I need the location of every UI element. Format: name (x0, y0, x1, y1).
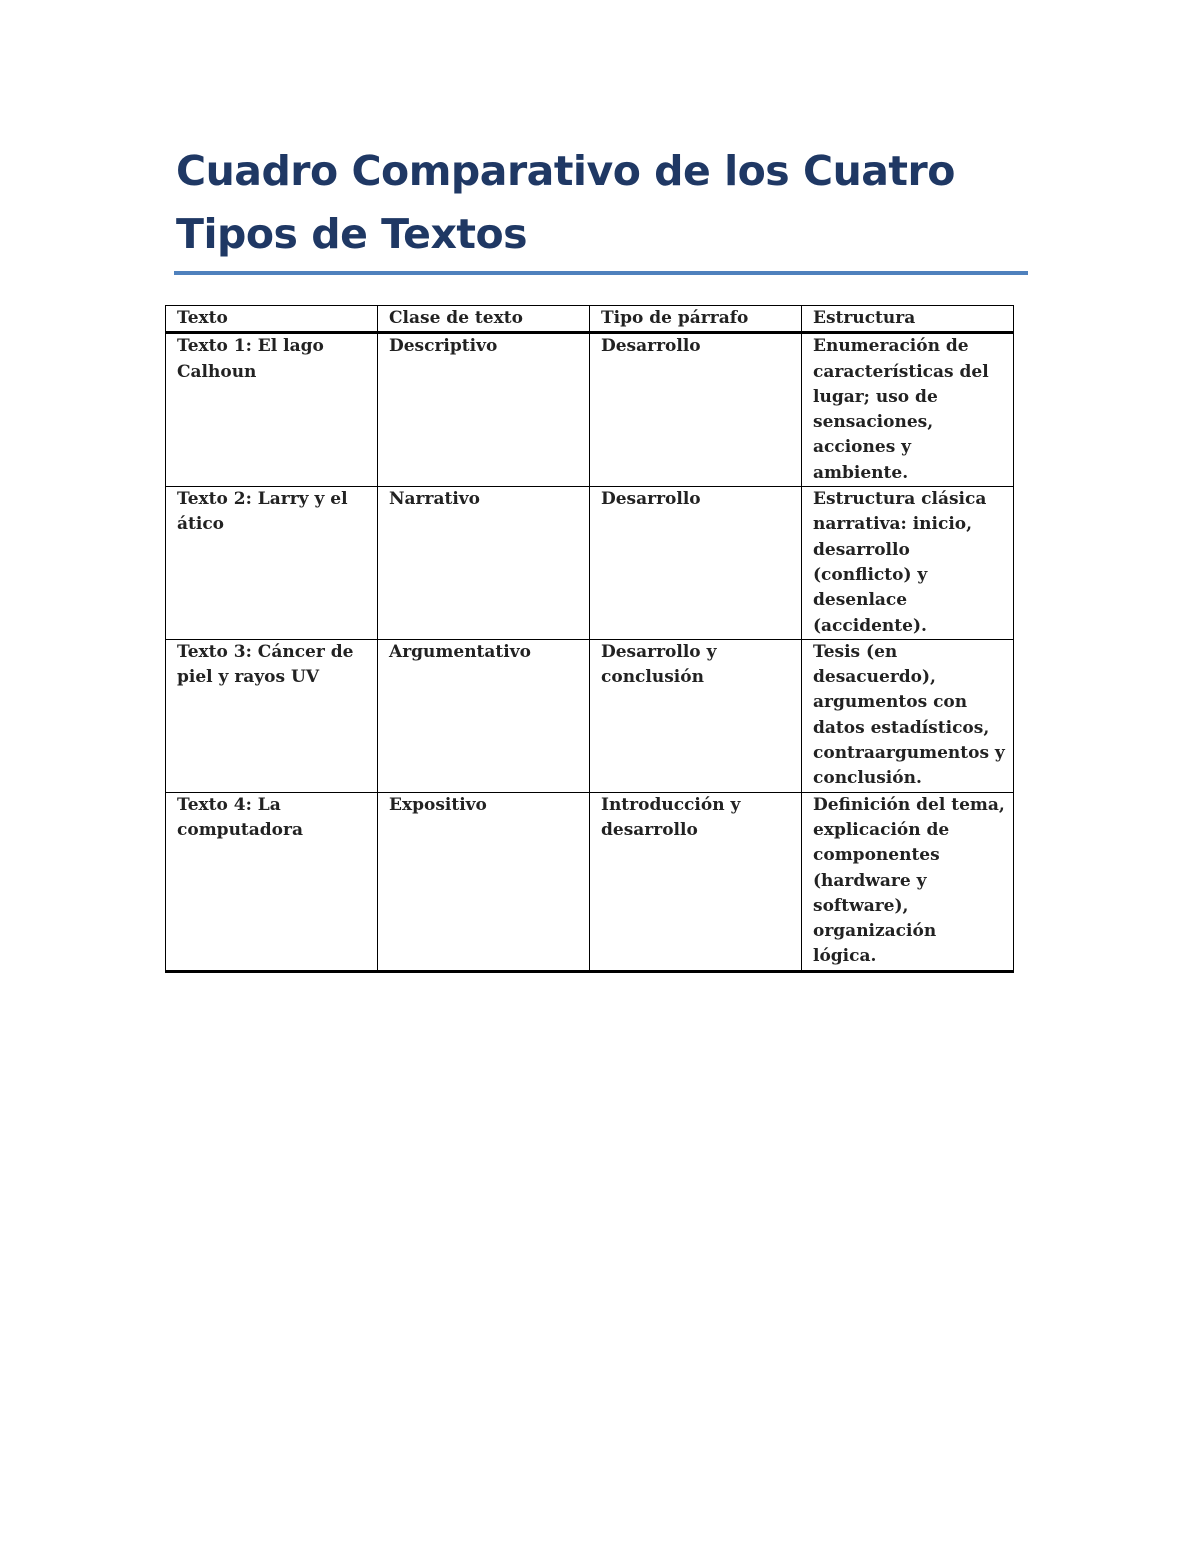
cell-estructura: Enumeración de características del lugar; uso de sensaciones, acciones y ambiente. (802, 333, 1014, 487)
table-header-row (166, 306, 1014, 333)
table-row (166, 333, 1014, 487)
cell-tipo-de-parrafo: Desarrollo (590, 487, 802, 640)
cell-estructura: Estructura clásica narrativa: inicio, desarrollo (conflicto) y desenlace (accidente). (802, 487, 1014, 640)
cell-texto: Texto 2: Larry y el ático (166, 487, 378, 640)
header-estructura: Estructura (802, 306, 1014, 333)
cell-texto: Texto 3: Cáncer de piel y rayos UV (166, 639, 378, 792)
cell-tipo-de-parrafo: Desarrollo (590, 333, 802, 487)
page-title: Cuadro Comparativo de los Cuatro Tipos de Textos (176, 147, 955, 258)
header-tipo-de-parrafo: Tipo de párrafo (590, 306, 802, 333)
cell-texto: Texto 4: La computadora (166, 792, 378, 971)
title-underline (174, 271, 1028, 275)
table-row (166, 639, 1014, 792)
header-clase-de-texto: Clase de texto (378, 306, 590, 333)
cell-clase-de-texto: Expositivo (378, 792, 590, 971)
comparison-table (165, 305, 1014, 973)
cell-texto: Texto 1: El lago Calhoun (166, 333, 378, 487)
cell-clase-de-texto: Argumentativo (378, 639, 590, 792)
table-row (166, 792, 1014, 971)
cell-estructura: Tesis (en desacuerdo), argumentos con datos estadísticos, contraargumentos y conclusión. (802, 639, 1014, 792)
cell-clase-de-texto: Descriptivo (378, 333, 590, 487)
cell-tipo-de-parrafo: Introducción y desarrollo (590, 792, 802, 971)
cell-tipo-de-parrafo: Desarrollo y conclusión (590, 639, 802, 792)
cell-estructura: Definición del tema, explicación de componentes (hardware y software), organización lógica. (802, 792, 1014, 971)
header-texto: Texto (166, 306, 378, 333)
cell-clase-de-texto: Narrativo (378, 487, 590, 640)
table-row (166, 487, 1014, 640)
